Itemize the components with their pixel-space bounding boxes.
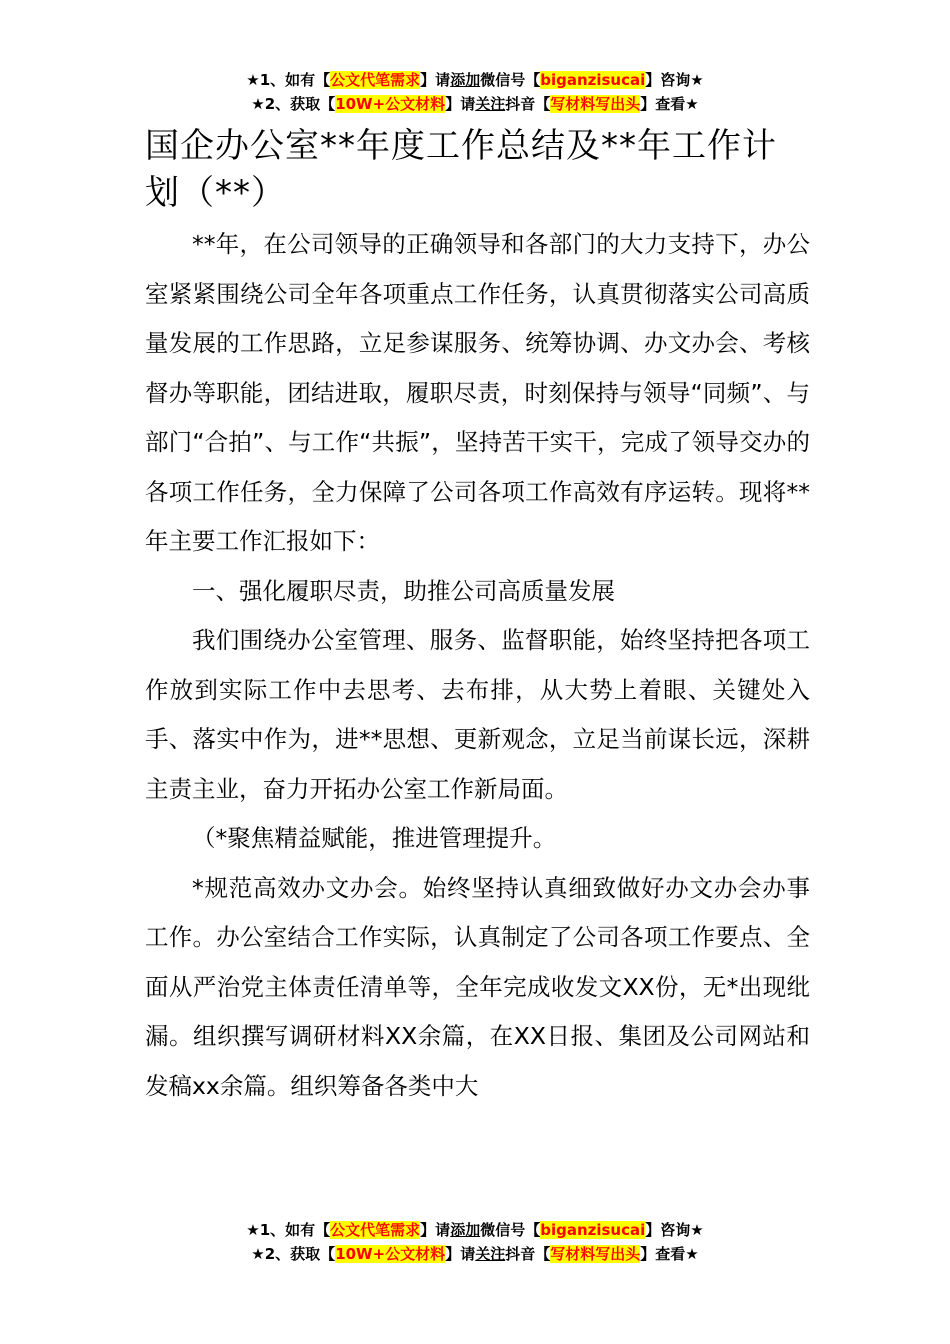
banner-highlight: 写材料写出头 — [550, 1245, 641, 1263]
banner-text: 】请 — [420, 71, 451, 89]
banner-text: 微信号【 — [480, 1221, 541, 1239]
paragraph-section-1: 我们围绕办公室管理、服务、监督职能，始终坚持把各项工作放到实际工作中去思考、去布排，从大势上着眼、关键处入手、落实中作为，进**思想、更新观念，立足当前谋长远，深耕主责主业，奋力开拓办公室工作新局面。 — [145, 626, 810, 803]
banner-highlight: 公文代笔需求 — [330, 71, 421, 89]
banner-underline: 添加 — [450, 1221, 481, 1239]
banner-text: 】咨询★ — [645, 71, 704, 89]
banner-text: ★2、获取【 — [251, 1245, 336, 1263]
document-title: 国企办公室**年度工作总结及**年工作计划（**） — [145, 126, 777, 213]
banner-text: 微信号【 — [480, 71, 541, 89]
banner-highlight: biganzisucai — [540, 71, 646, 89]
banner-highlight: 写材料写出头 — [550, 95, 641, 113]
banner-text: 】请 — [445, 95, 476, 113]
banner-text: ★1、如有【 — [246, 71, 331, 89]
banner-highlight: 公文代笔需求 — [330, 1221, 421, 1239]
banner-text: 】请 — [420, 1221, 451, 1239]
section-heading-1: 一、强化履职尽责，助推公司高质量发展 — [192, 576, 615, 605]
banner-text: 】查看★ — [640, 95, 699, 113]
banner-underline: 关注 — [475, 1245, 506, 1263]
banner-underline: 添加 — [450, 71, 481, 89]
paragraph-intro: **年，在公司领导的正确领导和各部门的大力支持下，办公室紧紧围绕公司全年各项重点工作任务，认真贯彻落实公司高质量发展的工作思路，立足参谋服务、统筹协调、办文办会、考核督办等职能，团结进取，履职尽责，时刻保持与领导“同频”、与部门“合拍”、与工作“共振”，坚持苦干实干，完成了领导交办的各项工作任务，全力保障了公司各项工作高效有序运转。现将**年主要工作汇报如下： — [145, 230, 810, 555]
banner-highlight: 10W+公文材料 — [335, 95, 446, 113]
banner-line-2 — [0, 1242, 950, 1266]
top-banner — [0, 68, 950, 116]
banner-line-1 — [0, 1218, 950, 1242]
banner-text: 】请 — [445, 1245, 476, 1263]
banner-underline: 关注 — [475, 95, 506, 113]
banner-line-2 — [0, 92, 950, 116]
document-body — [145, 220, 810, 1111]
banner-highlight: biganzisucai — [540, 1221, 646, 1239]
bottom-banner — [0, 1218, 950, 1266]
banner-text: 抖音【 — [505, 95, 551, 113]
banner-text: 抖音【 — [505, 1245, 551, 1263]
banner-text: 】查看★ — [640, 1245, 699, 1263]
subsection-heading: （*聚焦精益赋能，推进管理提升。 — [192, 824, 557, 852]
banner-highlight: 10W+公文材料 — [335, 1245, 446, 1263]
banner-text: 】咨询★ — [645, 1221, 704, 1239]
banner-line-1 — [0, 68, 950, 92]
banner-text: ★2、获取【 — [251, 95, 336, 113]
banner-text: ★1、如有【 — [246, 1221, 331, 1239]
paragraph-subsection: *规范高效办文办会。始终坚持认真细致做好办文办会办事工作。办公室结合工作实际，认真制定了公司各项工作要点、全面从严治党主体责任清单等，全年完成收发文XX份，无*出现纰漏。组织撰写调研材料XX余篇，在XX日报、集团及公司网站和发稿xx余篇。组织筹备各类中大 — [145, 873, 810, 1100]
